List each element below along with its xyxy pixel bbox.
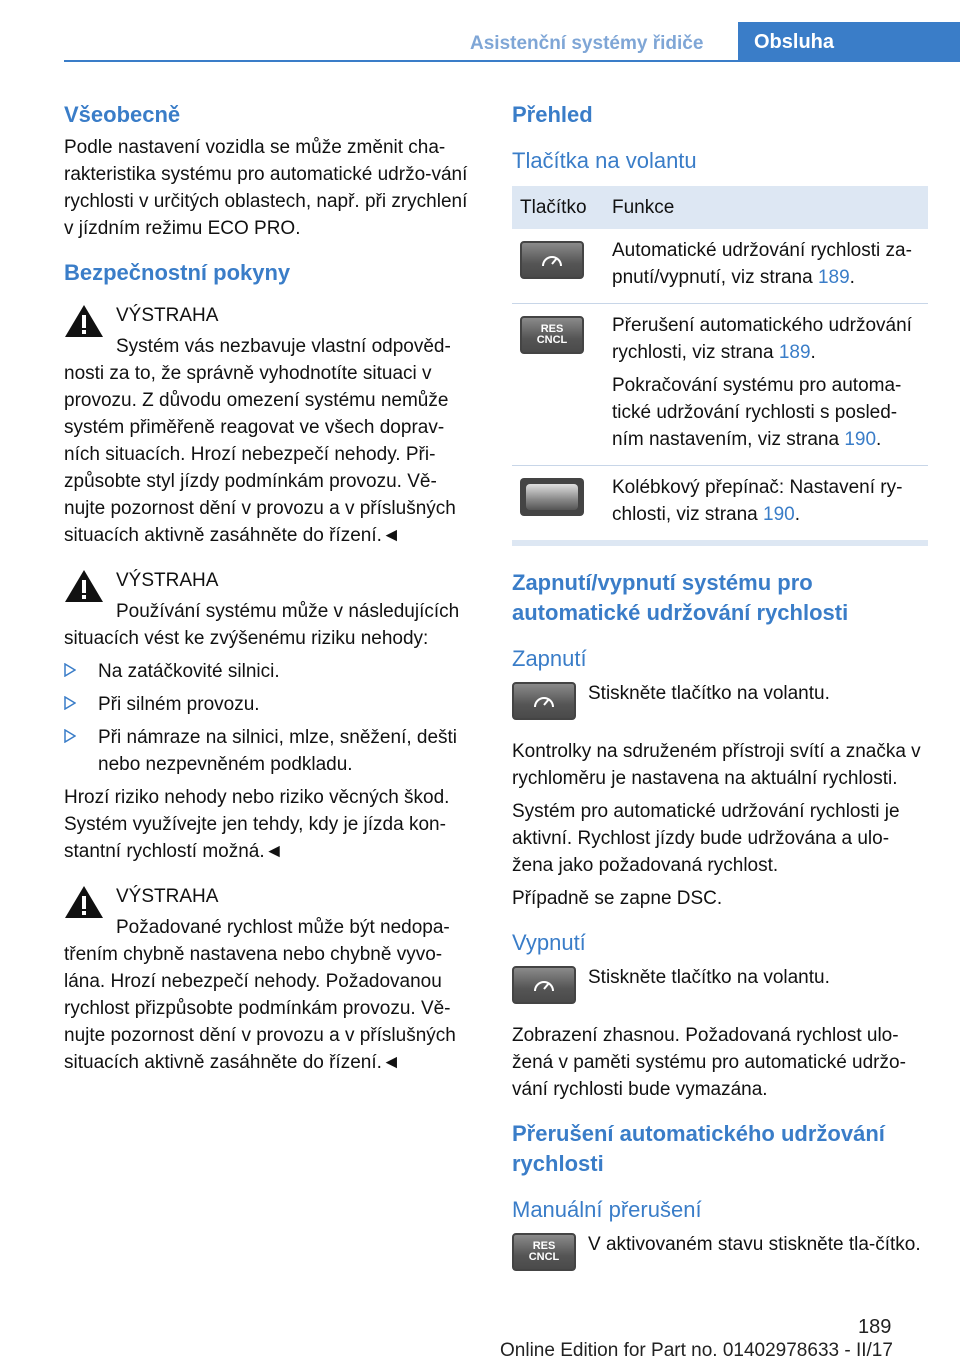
- interrupt-heading: Přerušení automatického udržování rychlosti: [512, 1121, 885, 1176]
- table-bottom-rule: [512, 540, 928, 546]
- res-label: RES: [540, 323, 564, 335]
- row-text: Kolébkový přepínač: Nastavení ry-chlosti, viz strana: [612, 477, 903, 525]
- table-header-row: [512, 186, 928, 229]
- rocker-switch-icon: [520, 478, 584, 516]
- bullet-text: Při silném provozu.: [98, 694, 260, 715]
- table-row: RES CNCL Přerušení automatického udržování rychlosti, viz strana 189. Pokračování systému pro automa-tické udržování rychlosti s posled-ním nastavením, viz strana 190.: [512, 304, 928, 466]
- page-link[interactable]: 190: [763, 504, 795, 525]
- warning-text-1: Systém vás nezbavuje vlastní odpověd-nosti za to, že správně vyhodnotíte situaci v provozu. Z důvodu omezení systému nemůže systém přiměřeně reagovat ve všech doprav-ních situacích. Hrozí nebezpečí nehody. Při-způsobte styl jízdy podmínkám provozu. Vě-nujte pozornost dění v provozu a v příslušných situacích aktivně zasáhněte do řízení.◄: [64, 336, 456, 546]
- off-heading: Vypnutí: [512, 930, 586, 955]
- page-link[interactable]: 189: [817, 267, 850, 288]
- right-column: [512, 100, 928, 1289]
- warning-bullet-list: [64, 658, 474, 778]
- bullet-text: Na zatáčkovité silnici.: [98, 661, 280, 682]
- left-column: [64, 100, 474, 1082]
- cruise-control-button-icon: [512, 682, 576, 720]
- off-press-text: Stiskněte tlačítko na volantu.: [588, 967, 830, 988]
- warning-block-2: [64, 567, 474, 865]
- on-instruction: [512, 680, 928, 728]
- onoff-heading: Zapnutí/vypnutí systému pro automatické udržování rychlosti: [512, 570, 849, 625]
- row-text: Přerušení automatického udržování rychlosti, viz strana: [612, 315, 912, 363]
- cruise-control-button-icon: [512, 966, 576, 1004]
- bullet-triangle-icon: [64, 696, 76, 710]
- buttons-heading: Tlačítka na volantu: [512, 148, 697, 173]
- speedometer-icon: [531, 975, 557, 995]
- safety-heading: Bezpečnostní pokyny: [64, 260, 291, 285]
- cncl-label: CNCL: [528, 1251, 560, 1263]
- bullet-triangle-icon: [64, 729, 76, 743]
- warning-block-3: [64, 883, 474, 1076]
- table-row: Automatické udržování rychlosti za-pnutí/vypnutí, viz strana 189.: [512, 229, 928, 304]
- warning-intro-2: Používání systému může v následujících situacích vést ke zvýšenému riziku nehody:: [64, 601, 460, 649]
- list-item: [64, 724, 474, 778]
- overview-heading: Přehled: [512, 102, 593, 127]
- bullet-text: Při námraze na silnici, mlze, sněžení, dešti nebo nezpevněném podkladu.: [98, 727, 458, 775]
- on-text-2: Systém pro automatické udržování rychlosti je aktivní. Rychlost jízdy bude udržována a ulo-žena jako požadovaná rychlost.: [512, 801, 900, 876]
- footer-edition: Online Edition for Part no. 01402978633 - II/17: [500, 1340, 893, 1361]
- manual-heading: Manuální přerušení: [512, 1197, 702, 1222]
- general-text: Podle nastavení vozidla se může změnit cha-rakteristika systému pro automatické udržo-vání rychlosti v určitých oblastech, např. při zrychlení v jízdním režimu ECO PRO.: [64, 137, 468, 239]
- cncl-label: CNCL: [536, 334, 568, 346]
- header-rule: [64, 60, 960, 62]
- header-tab: [738, 22, 960, 62]
- warning-triangle-icon: [64, 569, 104, 603]
- warning-triangle-icon: [64, 885, 104, 919]
- header-section-title: Asistenční systémy řidiče: [470, 33, 704, 54]
- on-text-1: Kontrolky na sdruženém přístroji svítí a značka v rychloměru je nastavena na aktuální rychlosti.: [512, 741, 921, 789]
- page-link[interactable]: 190: [844, 429, 877, 450]
- res-label: RES: [532, 1240, 556, 1252]
- warning-block-1: [64, 302, 474, 549]
- general-heading: Všeobecně: [64, 102, 181, 127]
- row-text: Automatické udržování rychlosti za-pnutí/vypnutí, viz strana: [612, 240, 912, 288]
- page-number: 189: [858, 1316, 892, 1338]
- row-text: Pokračování systému pro automa-tické udržování rychlosti s posled-ním nastavením, viz strana: [612, 375, 902, 450]
- warning-outro-2: Hrozí riziko nehody nebo riziko věcných škod. Systém využívejte jen tehdy, kdy je jízda kon-stantní rychlostí možná.◄: [64, 787, 450, 862]
- warning-triangle-icon: [64, 304, 104, 338]
- list-item: [64, 658, 474, 685]
- manual-instruction: [512, 1231, 928, 1279]
- speedometer-icon: [539, 250, 565, 270]
- res-cncl-button-icon: [520, 316, 584, 354]
- header-tab-label: Obsluha: [754, 30, 835, 53]
- table-header-button: Tlačítko: [512, 186, 604, 229]
- res-cncl-button-icon: [512, 1233, 576, 1271]
- on-heading: Zapnutí: [512, 646, 587, 671]
- speedometer-icon: [531, 691, 557, 711]
- list-item: [64, 691, 474, 718]
- on-press-text: Stiskněte tlačítko na volantu.: [588, 683, 830, 704]
- warning-text-3: Požadované rychlost může být nedopa-třením chybně nastavena nebo chybně vyvo-lána. Hrozí nebezpečí nehody. Požadovanou rychlost přizpůsobte podmínkám provozu. Vě-nujte pozornost dění v provozu a v příslušných situacích aktivně zasáhněte do řízení.◄: [64, 917, 456, 1073]
- off-text: Zobrazení zhasnou. Požadovaná rychlost ulo-žená v paměti systému pro automatické udržo-vání rychlosti bude vymazána.: [512, 1025, 906, 1100]
- warning-title-3: VÝSTRAHA: [116, 886, 219, 907]
- table-header-function: Funkce: [604, 186, 928, 229]
- warning-title-1: VÝSTRAHA: [116, 305, 219, 326]
- bullet-triangle-icon: [64, 663, 76, 677]
- warning-title-2: VÝSTRAHA: [116, 570, 219, 591]
- controls-table: [512, 186, 928, 540]
- page-link[interactable]: 189: [778, 342, 811, 363]
- cruise-control-button-icon: [520, 241, 584, 279]
- on-text-3: Případně se zapne DSC.: [512, 888, 723, 909]
- table-row: Kolébkový přepínač: Nastavení ry-chlosti, viz strana 190.: [512, 466, 928, 541]
- manual-press-text: V aktivovaném stavu stiskněte tla-čítko.: [588, 1234, 921, 1255]
- off-instruction: [512, 964, 928, 1012]
